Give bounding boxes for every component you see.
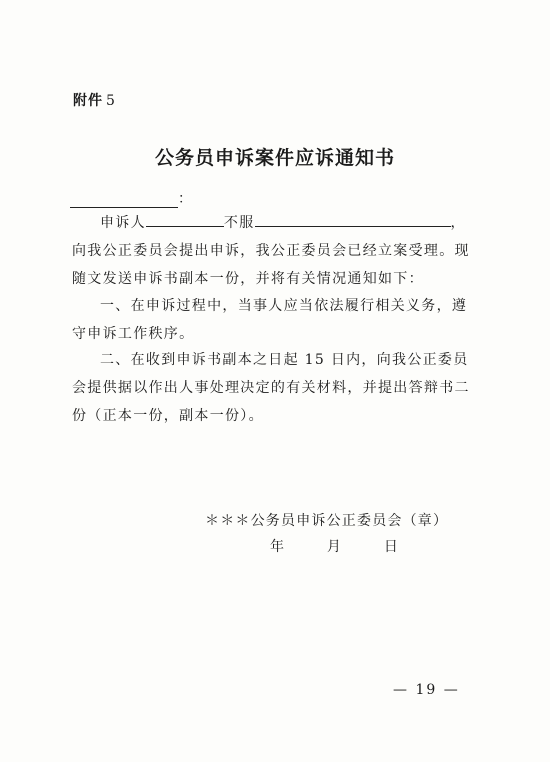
addressee-line (70, 188, 192, 208)
page-number: — 19 — (393, 682, 460, 698)
paragraph-notice-line-2: 向我公正委员会提出申诉，我公正委员会已经立案受理。现 (72, 243, 470, 259)
date-month: 月 (326, 539, 341, 555)
paragraph-item-two-line-3: 份（正本一份，副本一份）。 (72, 408, 264, 424)
signature-line: ＊＊＊公务员申诉公正委员会（章） (205, 513, 449, 529)
paragraph-notice-line-3: 随文发送申诉书副本一份，并将有关情况通知如下： (72, 271, 424, 287)
addressee-colon: ： (178, 191, 192, 207)
paragraph-notice-comma: ， (450, 215, 466, 231)
attachment-label-text: 附件 (73, 93, 103, 109)
addressee-blank (70, 193, 178, 208)
paragraph-item-two-line-1: 二、在收到申诉书副本之日起 15 日内，向我公正委员 (100, 352, 469, 368)
date-year: 年 (270, 539, 284, 555)
paragraph-item-two (72, 346, 482, 430)
date-day: 日 (383, 539, 398, 555)
date-line (270, 536, 398, 556)
attachment-label (73, 90, 116, 110)
paragraph-notice (72, 209, 482, 293)
paragraph-item-two-line-2: 会提供据以作出人事处理决定的有关材料，并提出答辩书二 (72, 380, 470, 396)
paragraph-item-one-line-2: 守申诉工作秩序。 (72, 326, 195, 342)
disagree-label: 不服 (223, 215, 255, 231)
document-title: 公务员申诉案件应诉通知书 (154, 147, 395, 169)
appellant-label: 申诉人 (100, 215, 146, 231)
decision-blank (255, 212, 451, 227)
attachment-number: 5 (106, 93, 116, 109)
appellant-name-blank (146, 212, 224, 227)
paragraph-item-one-line-1: 一、在申诉过程中，当事人应当依法履行相关义务，遵 (100, 298, 468, 314)
paragraph-item-one (72, 292, 482, 348)
paragraph-notice-line-1 (72, 209, 482, 237)
